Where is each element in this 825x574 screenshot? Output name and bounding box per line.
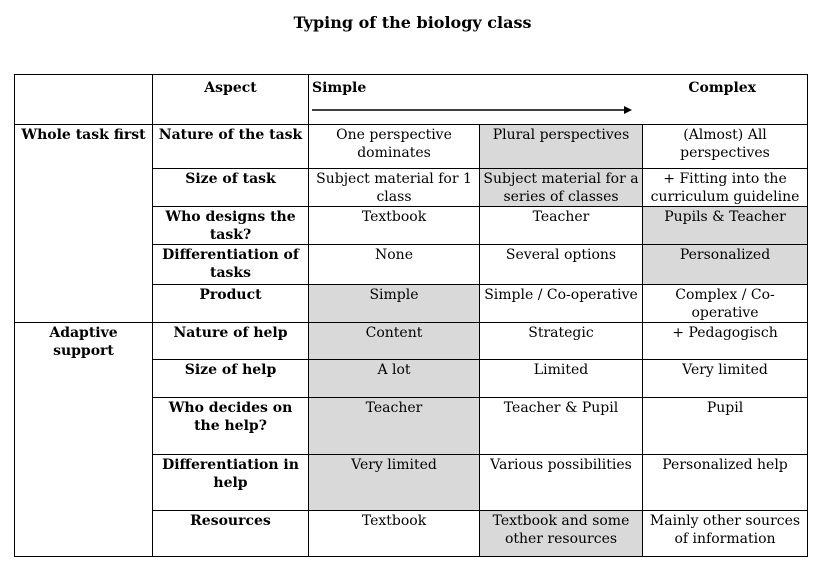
aspect-cell: Who designs the task? bbox=[153, 207, 309, 245]
simple-cell: Textbook bbox=[309, 207, 480, 245]
header-row bbox=[15, 75, 808, 125]
biology-class-typing-table bbox=[14, 74, 808, 557]
aspect-cell: Nature of help bbox=[153, 323, 309, 360]
aspect-cell: Differentiation in help bbox=[153, 455, 309, 511]
simple-cell: One perspective dominates bbox=[309, 125, 480, 169]
middle-cell: Textbook and some other resources bbox=[480, 511, 643, 557]
simple-cell: A lot bbox=[309, 360, 480, 398]
middle-cell: Plural perspectives bbox=[480, 125, 643, 169]
page-title: Typing of the biology class bbox=[293, 13, 532, 32]
complex-cell: (Almost) All perspectives bbox=[643, 125, 808, 169]
simple-cell: Teacher bbox=[309, 398, 480, 455]
table-row bbox=[15, 125, 808, 169]
middle-cell: Limited bbox=[480, 360, 643, 398]
arrow-right-icon bbox=[312, 106, 632, 114]
middle-cell: Several options bbox=[480, 245, 643, 285]
aspect-cell: Size of task bbox=[153, 169, 309, 207]
simple-cell: Subject material for 1 class bbox=[309, 169, 480, 207]
table-row bbox=[15, 323, 808, 360]
aspect-cell: Product bbox=[153, 285, 309, 323]
aspect-cell: Size of help bbox=[153, 360, 309, 398]
simple-complex-scale bbox=[309, 75, 808, 125]
header-empty-cell bbox=[15, 75, 153, 125]
group-label-whole-task-first: Whole task first bbox=[15, 125, 153, 323]
aspect-cell: Who decides on the help? bbox=[153, 398, 309, 455]
complex-cell: Pupils & Teacher bbox=[643, 207, 808, 245]
complex-cell: Mainly other sources of information bbox=[643, 511, 808, 557]
simple-cell: None bbox=[309, 245, 480, 285]
middle-cell: Subject material for a series of classes bbox=[480, 169, 643, 207]
complex-cell: Very limited bbox=[643, 360, 808, 398]
complex-label: Complex bbox=[688, 80, 757, 96]
middle-cell: Strategic bbox=[480, 323, 643, 360]
complex-cell: + Fitting into the curriculum guideline bbox=[643, 169, 808, 207]
complex-cell: Complex / Co-operative bbox=[643, 285, 808, 323]
aspect-cell: Nature of the task bbox=[153, 125, 309, 169]
aspect-cell: Differentiation of tasks bbox=[153, 245, 309, 285]
simple-cell: Content bbox=[309, 323, 480, 360]
middle-cell: Simple / Co-operative bbox=[480, 285, 643, 323]
simple-cell: Textbook bbox=[309, 511, 480, 557]
middle-cell: Various possibilities bbox=[480, 455, 643, 511]
complex-cell: Pupil bbox=[643, 398, 808, 455]
simple-cell: Simple bbox=[309, 285, 480, 323]
aspect-cell: Resources bbox=[153, 511, 309, 557]
simple-label: Simple bbox=[312, 80, 367, 96]
middle-cell: Teacher bbox=[480, 207, 643, 245]
complex-cell: Personalized bbox=[643, 245, 808, 285]
middle-cell: Teacher & Pupil bbox=[480, 398, 643, 455]
complex-cell: Personalized help bbox=[643, 455, 808, 511]
simple-cell: Very limited bbox=[309, 455, 480, 511]
group-label-adaptive-support: Adaptive support bbox=[15, 323, 153, 557]
aspect-header: Aspect bbox=[153, 75, 309, 125]
complex-cell: + Pedagogisch bbox=[643, 323, 808, 360]
